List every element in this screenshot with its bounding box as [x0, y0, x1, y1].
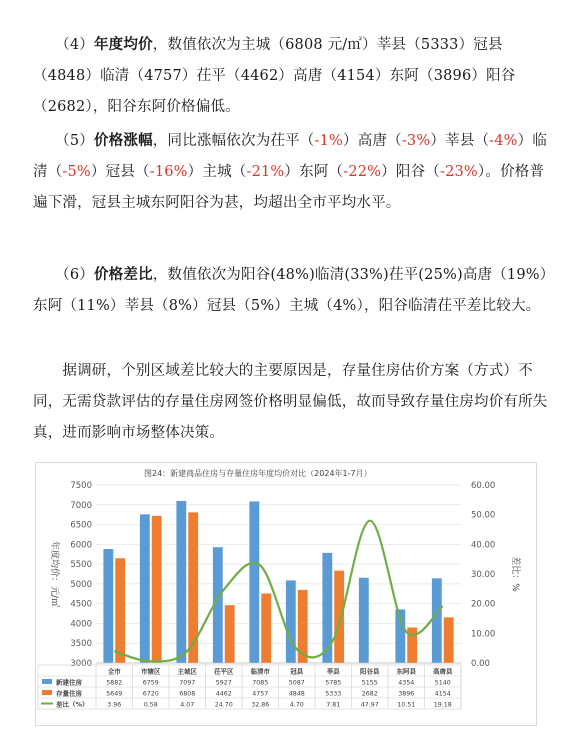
- bar-new-housing: [103, 549, 113, 663]
- data-label: 4.70: [289, 701, 304, 709]
- bar-new-housing: [176, 501, 186, 663]
- x-tick-label: 市辖区: [141, 667, 161, 676]
- item-number: （4）: [62, 37, 94, 53]
- data-label: 4354: [398, 679, 415, 687]
- item-body: ，数值依次为阳谷(48%)临清(33%)茌平(25%)高唐（19%）东阿（11%）莘县（8%）冠县（5%）主城（4%），阳谷临清茌平差比较大。: [33, 267, 548, 314]
- y-tick-label: 3500: [70, 639, 92, 650]
- y2-tick-label: 10.00: [471, 629, 496, 640]
- data-label: 5333: [325, 690, 342, 698]
- body-text: ）阳谷（: [381, 164, 440, 180]
- body-text: ）莘县（: [430, 133, 490, 149]
- body-text: ）冠县（: [90, 164, 150, 180]
- y-tick-label: 4500: [70, 599, 92, 610]
- item-heading: 年度均价: [93, 37, 153, 53]
- body-text: ）东阿（: [284, 164, 344, 180]
- y2-axis-label: 差比：%: [510, 556, 520, 592]
- data-label: 2682: [361, 690, 378, 698]
- y-tick-label: 4000: [70, 619, 92, 630]
- ratio-line: [114, 521, 443, 662]
- bar-existing-housing: [115, 558, 125, 663]
- y2-tick-label: 30.00: [471, 570, 496, 580]
- x-tick-label: 东阿县: [396, 667, 416, 676]
- data-label: 6720: [142, 690, 159, 698]
- y2-tick-label: 50.00: [471, 510, 496, 521]
- legend-swatch: [42, 679, 52, 684]
- bar-new-housing: [140, 514, 150, 663]
- data-label: 7097: [179, 679, 196, 687]
- data-label: 19.18: [433, 701, 452, 709]
- chart-svg: [36, 463, 536, 725]
- change-percent: -23%: [439, 164, 478, 180]
- data-label: 5785: [325, 679, 342, 687]
- bar-existing-housing: [225, 605, 235, 663]
- data-label: 7.81: [326, 701, 341, 709]
- data-label: 47.97: [360, 701, 379, 709]
- chart-title: 图24：新建商品住房与存量住房年度均价对比（2024年1-7月）: [144, 469, 372, 478]
- x-tick-label: 阳谷县: [360, 667, 380, 676]
- data-label: 4154: [434, 690, 451, 698]
- bar-new-housing: [249, 501, 259, 663]
- y-tick-label: 5500: [70, 560, 92, 571]
- change-percent: -3%: [401, 133, 431, 149]
- data-label: 5155: [361, 679, 378, 687]
- legend-label: 新建住房: [56, 678, 82, 687]
- change-percent: -21%: [246, 164, 285, 180]
- x-tick-label: 全市: [107, 667, 121, 676]
- paragraph-annual-price: [33, 30, 548, 123]
- bar-new-housing: [432, 578, 442, 663]
- data-label: 3.96: [107, 701, 122, 709]
- body-text: ，同比涨幅依次为茌平（: [152, 133, 315, 149]
- bar-new-housing: [286, 580, 296, 663]
- data-label: 5649: [106, 690, 123, 698]
- body-text: ）。价格普遍下滑，冠县主城东阿阳谷为甚，均超出全市平均水平。: [33, 164, 545, 211]
- y-tick-label: 6000: [70, 540, 92, 551]
- x-tick-label: 高唐县: [433, 667, 453, 676]
- y-axis-label: 年度均价：元/㎡: [49, 540, 59, 608]
- data-label: 3896: [398, 690, 415, 698]
- y-tick-label: 6500: [70, 520, 92, 531]
- data-label: 5140: [434, 679, 451, 687]
- change-percent: -4%: [489, 133, 518, 149]
- price-comparison-chart: [35, 462, 537, 726]
- paragraph-research-finding: [33, 356, 548, 449]
- y-tick-label: 5000: [70, 579, 92, 590]
- data-label: 4462: [215, 690, 232, 698]
- item-body: 据调研，个别区域差比较大的主要原因是，存量住房估价方案（方式）不同，无需贷款评估的存量住房网签价格明显偏低，故而导致存量住房均价有所失真，进而影响市场整体决策。: [33, 363, 548, 441]
- y-tick-label: 7500: [70, 481, 92, 491]
- bar-existing-housing: [188, 512, 198, 663]
- change-percent: -16%: [149, 164, 188, 180]
- data-label: 32.86: [251, 701, 270, 709]
- x-tick-label: 主城区: [177, 667, 197, 676]
- legend-swatch: [42, 690, 52, 695]
- data-label: 0.58: [143, 701, 158, 709]
- data-label: 6808: [179, 690, 196, 698]
- item-body: ，数值依次为主城（6808 元/㎡）莘县（5333）冠县（4848）临清（4757）茌平（4462）高唐（4154）东阿（3896）阳谷（2682），阳谷东阿价格偏低。: [33, 37, 516, 115]
- data-label: 4757: [252, 690, 269, 698]
- y2-tick-label: 20.00: [471, 599, 496, 610]
- data-label: 5087: [288, 679, 305, 687]
- item-heading: 价格涨幅: [93, 133, 153, 149]
- change-percent: -5%: [62, 164, 91, 180]
- item-number: （5）: [62, 133, 94, 149]
- y2-tick-label: 40.00: [471, 540, 496, 551]
- y2-tick-label: 60.00: [471, 481, 496, 491]
- data-label: 4848: [288, 690, 305, 698]
- data-label: 7085: [252, 679, 269, 687]
- bar-existing-housing: [444, 617, 454, 663]
- bar-existing-housing: [261, 594, 271, 663]
- y-tick-label: 3000: [70, 659, 92, 669]
- data-label: 6759: [142, 679, 159, 687]
- y-tick-label: 7000: [70, 500, 92, 511]
- data-label: 4.07: [180, 701, 195, 709]
- bar-existing-housing: [152, 516, 162, 663]
- legend-label: 存量住房: [56, 689, 82, 698]
- change-percent: -22%: [343, 164, 382, 180]
- paragraph-price-change: [33, 126, 548, 219]
- item-number: （6）: [62, 267, 94, 283]
- body-text: ）高唐（: [343, 133, 402, 149]
- item-heading: 价格差比: [93, 267, 153, 283]
- body-text: ）临清（: [33, 133, 548, 180]
- x-tick-label: 莘县: [326, 667, 340, 676]
- x-tick-label: 茌平区: [214, 667, 234, 676]
- legend-label: 差比（%）: [56, 700, 89, 709]
- y2-tick-label: 0.00: [471, 659, 490, 669]
- paragraph-price-difference: [33, 260, 548, 322]
- change-percent: -1%: [314, 133, 344, 149]
- bar-new-housing: [359, 578, 369, 663]
- x-tick-label: 临清市: [250, 667, 270, 676]
- body-text: ）主城（: [187, 164, 247, 180]
- bar-new-housing: [322, 553, 332, 663]
- data-label: 5882: [106, 679, 123, 687]
- data-label: 24.70: [214, 701, 233, 709]
- data-label: 5927: [215, 679, 232, 687]
- x-tick-label: 冠县: [290, 667, 304, 676]
- data-label: 10.51: [397, 701, 416, 709]
- bar-existing-housing: [334, 571, 344, 663]
